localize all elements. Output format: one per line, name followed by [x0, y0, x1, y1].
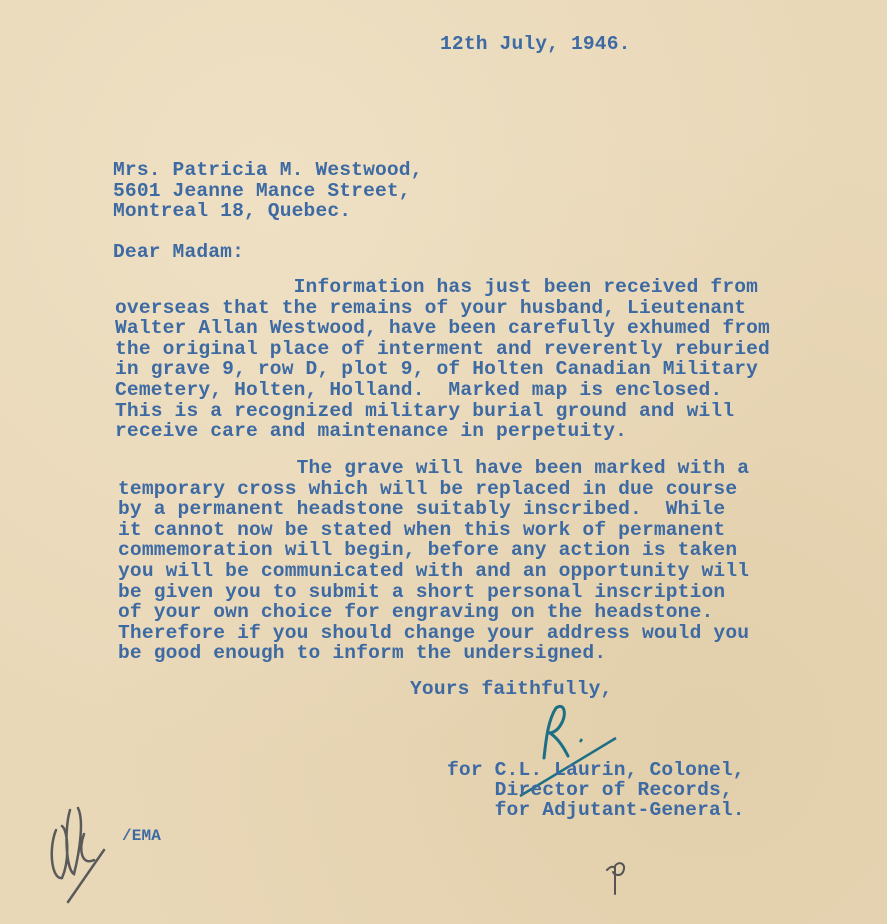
- paragraph-line: receive care and maintenance in perpetuity.: [115, 420, 628, 443]
- signature-line: Director of Records,: [447, 779, 733, 801]
- paragraph-line: The grave will have been marked with a: [118, 457, 750, 479]
- paragraph-line: Walter Allan Westwood, have been carefully exhumed from: [115, 317, 770, 340]
- paragraph-line: overseas that the remains of your husband, Lieutenant: [115, 296, 747, 319]
- handwritten-page-mark: [603, 860, 633, 900]
- paragraph-line: in grave 9, row D, plot 9, of Holten Canadian Military: [115, 358, 759, 381]
- paragraph-line: be good enough to inform the undersigned.: [118, 642, 607, 665]
- signature-line: for Adjutant-General.: [447, 799, 745, 821]
- handwritten-initials: [44, 790, 124, 900]
- paragraph-line: you will be communicated with and an opportunity will: [118, 559, 750, 582]
- paragraph-line: Information has just been received from: [115, 276, 759, 298]
- closing: Yours faithfully,: [410, 678, 613, 700]
- paragraph-line: temporary cross which will be replaced in due course: [118, 477, 738, 500]
- recipient-address: [113, 160, 423, 222]
- address-line: Mrs. Patricia M. Westwood,: [113, 159, 423, 181]
- paragraph-line: of your own choice for engraving on the headstone.: [118, 601, 714, 624]
- address-line: Montreal 18, Quebec.: [113, 200, 352, 223]
- paragraph-1: [115, 277, 770, 442]
- reference-initials: /EMA: [122, 827, 162, 845]
- paragraph-line: commemoration will begin, before any action is taken: [118, 539, 738, 562]
- letter-date: 12th July, 1946.: [440, 33, 631, 55]
- salutation: Dear Madam:: [113, 241, 244, 263]
- paragraph-line: it cannot now be stated when this work of permanent: [118, 518, 726, 541]
- paragraph-line: be given you to submit a short personal inscription: [118, 580, 726, 603]
- address-line: 5601 Jeanne Mance Street,: [113, 179, 411, 202]
- paragraph-2: [118, 458, 749, 664]
- paragraph-line: Cemetery, Holten, Holland. Marked map is enclosed.: [115, 378, 723, 401]
- paragraph-line: by a permanent headstone suitably inscribed. While: [118, 498, 726, 521]
- paragraph-line: the original place of interment and reverently reburied: [115, 337, 770, 360]
- paragraph-line: This is a recognized military burial ground and will: [115, 399, 735, 422]
- signature-line: for C.L. Laurin, Colonel,: [447, 759, 745, 781]
- paragraph-line: Therefore if you should change your address would you: [118, 621, 750, 644]
- signature-block: [447, 760, 745, 820]
